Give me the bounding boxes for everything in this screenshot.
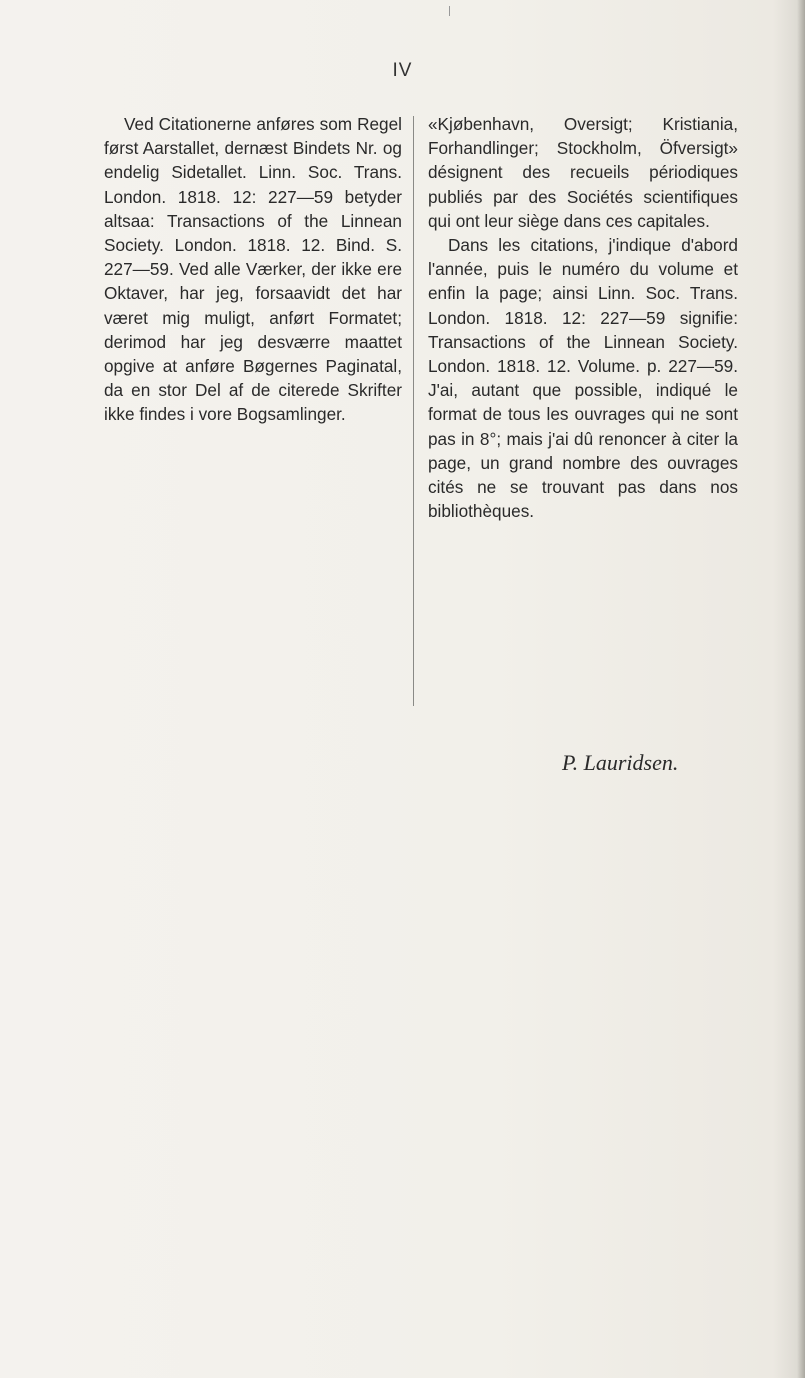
scan-mark <box>449 6 450 16</box>
page-edge-shadow <box>797 0 805 1378</box>
danish-column <box>104 112 402 427</box>
author-signature: P. Lauridsen. <box>562 750 679 775</box>
french-paragraph-periodicals: «Kjøbenhavn, Oversigt; Kristiania, Forhandlinger; Stockholm, Öfversigt» désignent des recueils périodiques publiés par des Sociétés scientifiques qui ont leur siège dans ces capitales. <box>428 114 738 231</box>
page-number: IV <box>392 60 413 81</box>
french-column <box>428 112 738 523</box>
french-paragraph-citations: Dans les citations, j'indique d'abord l'année, puis le numéro du volume et enfin la page; ainsi Linn. Soc. Trans. London. 1818. 12: 227—59 signifie: Transactions of the Linnean Society. London. 1818. 12. Volume. p. 227—59. J'ai, autant que possible, indiqué le format de tous les ouvrages qui ne sont pas in 8°; mais j'ai dû renoncer à citer la page, un grand nombre des ouvrages cités ne se trouvant pas dans nos bibliothèques. <box>428 235 738 522</box>
column-divider <box>413 116 414 706</box>
danish-paragraph: Ved Citationerne anføres som Regel først Aarstallet, dernæst Bindets Nr. og endelig Sidetallet. Linn. Soc. Trans. London. 1818. 12: 227—59 betyder altsaa: Transactions of the Linnean Society. London. 1818. 12. Bind. S. 227—59. Ved alle Værker, der ikke ere Oktaver, har jeg, forsaavidt det har været mig muligt, anført Formatet; derimod har jeg desværre maattet opgive at anføre Bøgernes Paginatal, da en stor Del af de citerede Skrifter ikke findes i vore Bogsamlinger. <box>104 114 402 425</box>
